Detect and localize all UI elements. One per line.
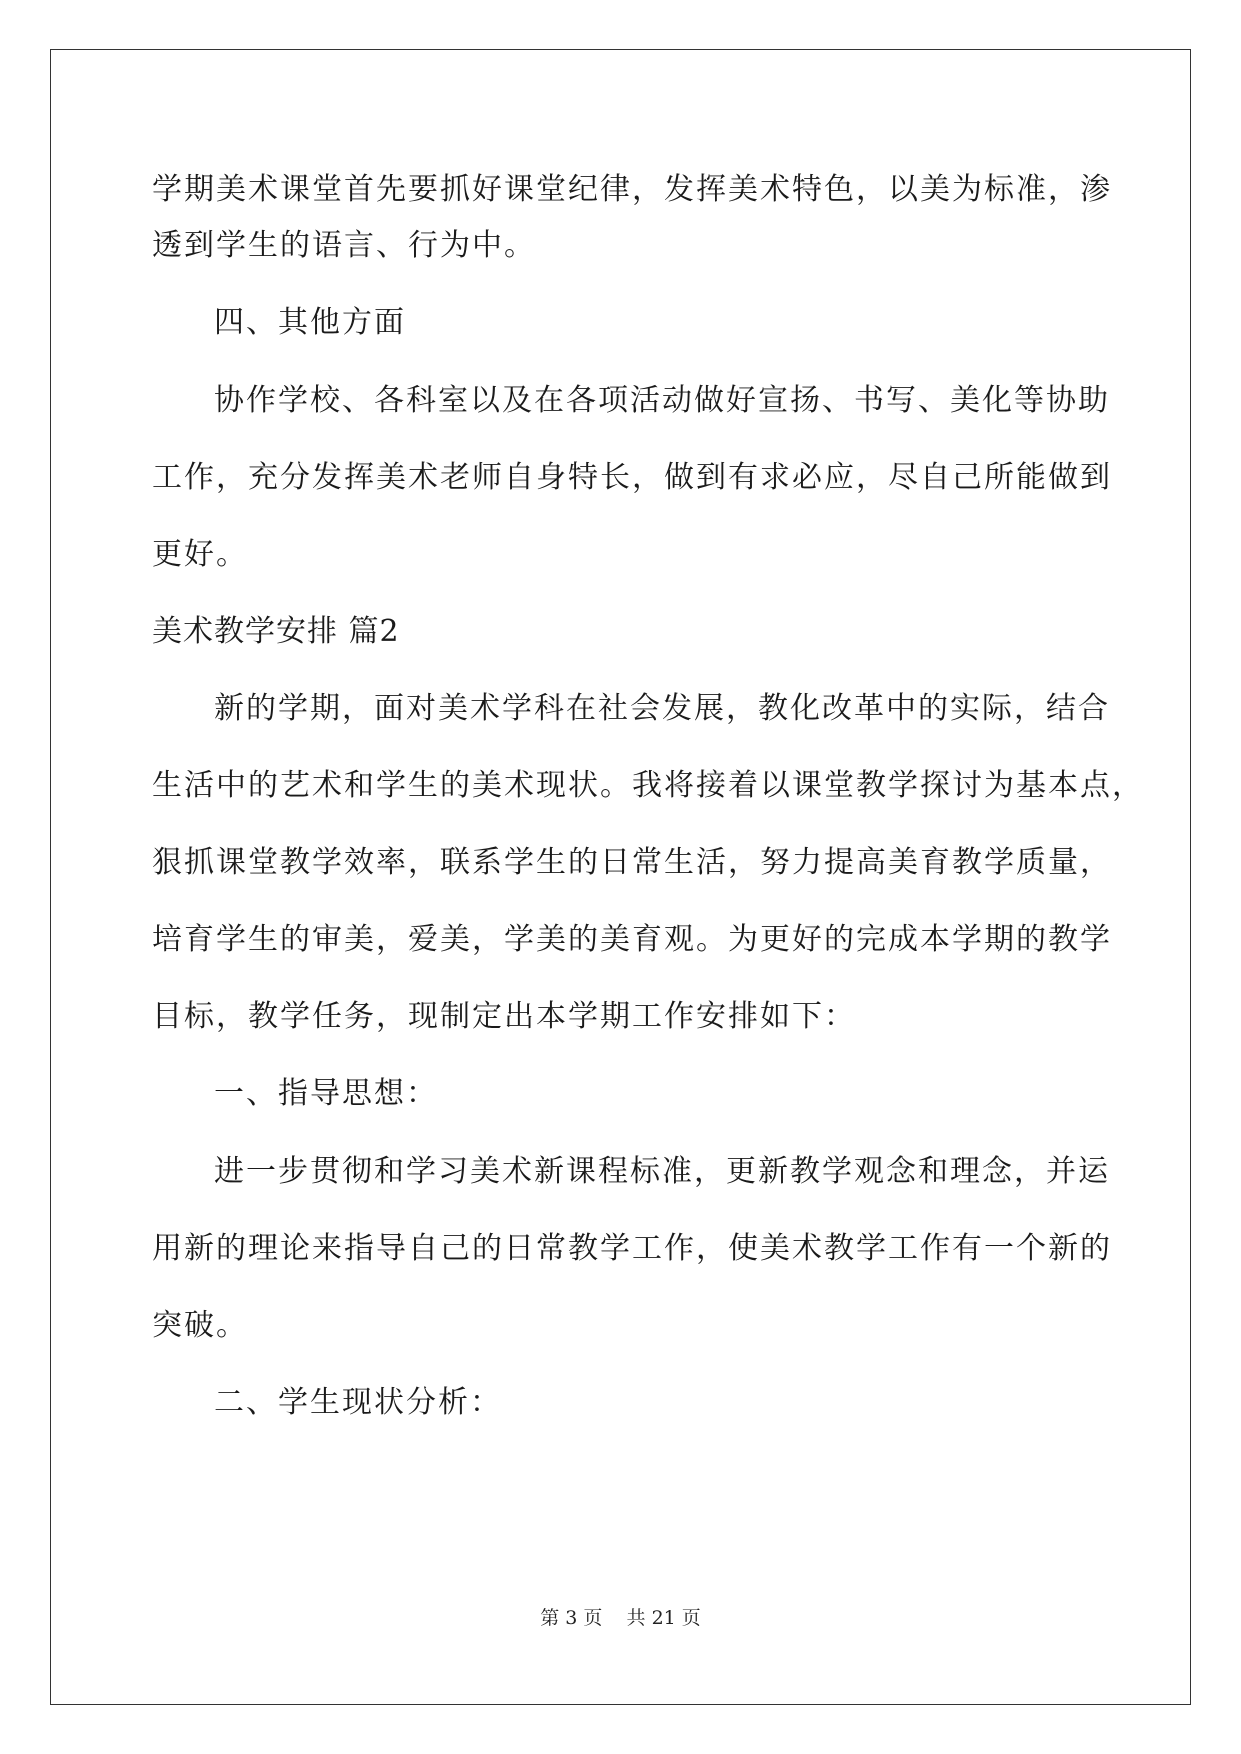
body-text-line: 突破。 <box>152 1308 248 1343</box>
body-text-line: 透到学生的语言、行为中。 <box>152 228 536 263</box>
section-heading: 二、学生现状分析： <box>214 1385 502 1420</box>
body-text-line: 目标，教学任务，现制定出本学期工作安排如下： <box>152 999 856 1034</box>
page-footer <box>0 1606 1241 1630</box>
body-text-line: 用新的理论来指导自己的日常教学工作，使美术教学工作有一个新的 <box>152 1231 1112 1266</box>
body-text-line: 更好。 <box>152 537 248 572</box>
body-text-line: 生活中的艺术和学生的美术现状。我将接着以课堂教学探讨为基本点， <box>152 768 1144 803</box>
body-text-line: 培育学生的审美，爱美，学美的美育观。为更好的完成本学期的教学 <box>152 922 1112 957</box>
body-text-line: 学期美术课堂首先要抓好课堂纪律，发挥美术特色，以美为标准，渗 <box>152 172 1112 207</box>
section-heading: 一、指导思想： <box>214 1076 438 1111</box>
body-text-line: 狠抓课堂教学效率，联系学生的日常生活，努力提高美育教学质量， <box>152 845 1112 880</box>
page-number: 第 3 页 共 21 页 <box>540 1607 701 1629</box>
body-text-line: 新的学期，面对美术学科在社会发展，教化改革中的实际，结合 <box>214 691 1110 726</box>
body-text-line: 工作，充分发挥美术老师自身特长，做到有求必应，尽自己所能做到 <box>152 460 1112 495</box>
body-text-line: 进一步贯彻和学习美术新课程标准，更新教学观念和理念，并运 <box>214 1154 1110 1189</box>
section-heading: 四、其他方面 <box>214 305 406 340</box>
body-text-line: 协作学校、各科室以及在各项活动做好宣扬、书写、美化等协助 <box>214 383 1110 418</box>
article-title: 美术教学安排 篇2 <box>152 614 400 649</box>
